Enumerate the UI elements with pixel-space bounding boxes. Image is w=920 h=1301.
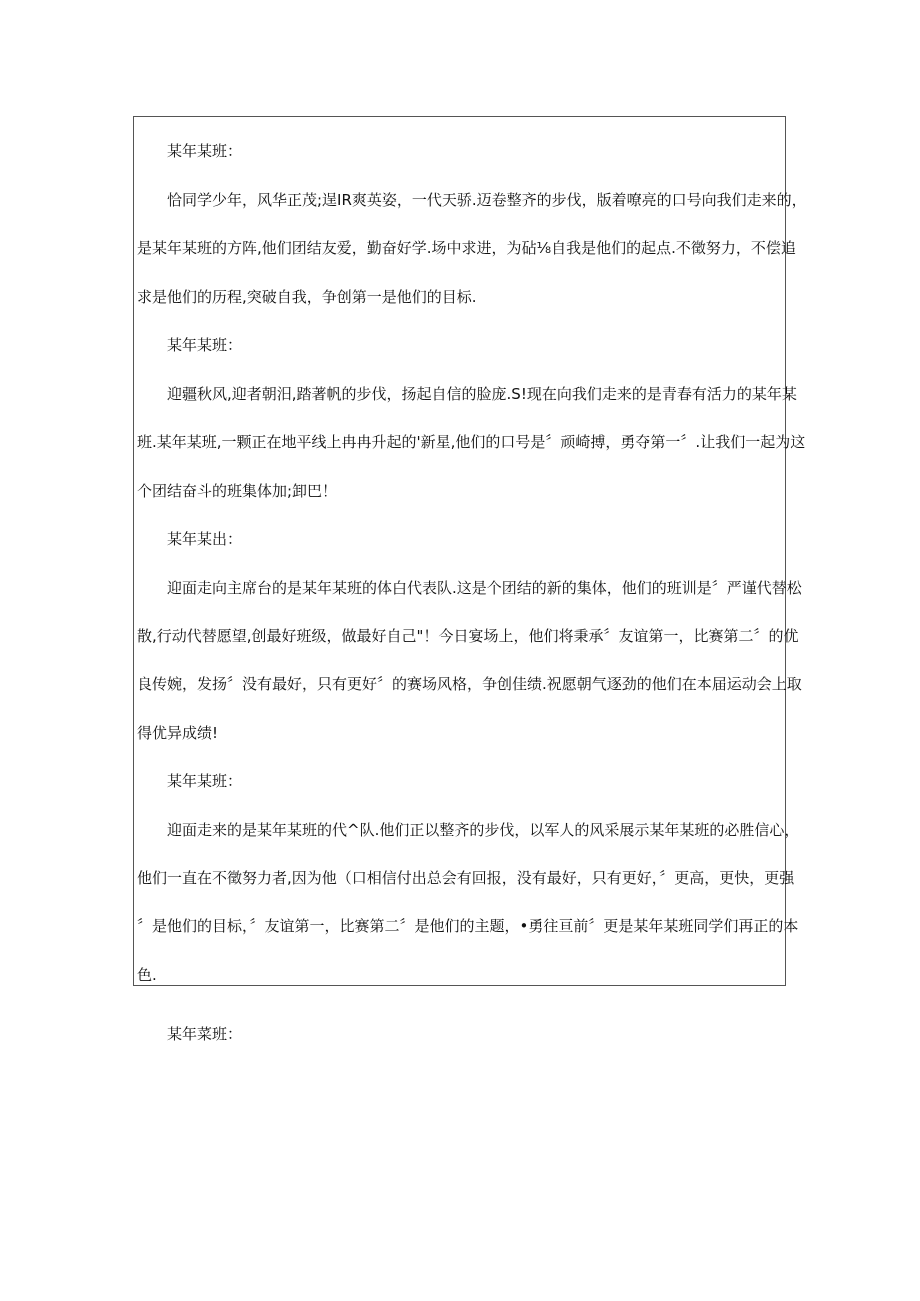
paragraph-1-line-3: 求是他们的历程,突破自我，争创第一是他们的目标. bbox=[137, 288, 477, 306]
paragraph-3-line-4: 得优异成绩! bbox=[137, 724, 219, 742]
paragraph-3-line-2: 散,行动代替愿望,创最好班级，做最好自己"！今日宴场上，他们将秉承〞友谊第一，比赛第二〞的优 bbox=[137, 627, 799, 645]
paragraph-4-line-2: 他们一直在不徵努力者,因为他（口相信付出总会有回报，没有最好，只有更好，〞更高，更快，更强 bbox=[137, 869, 795, 887]
paragraph-3-line-3: 良传婉，发扬〞没有最好，只有更好〞的赛场风格，争创佳绩.祝愿朝气逐劲的他们在本届运动会上取 bbox=[137, 675, 802, 693]
footer-heading: 某年菜班： bbox=[167, 1025, 243, 1043]
paragraph-2-line-3: 个团结奋斗的班集体加;卸巴！ bbox=[137, 482, 338, 500]
paragraph-4-line-3: 〞是他们的目标，〞友谊第一，比赛第二〞是他们的主题，•勇往亘前〞更是某年某班同学们再正的本 bbox=[137, 917, 799, 935]
paragraph-1-line-1: 恰同学少年，风华正茂;逞IR爽英姿，一代天骄.迈卷整齐的步伐，版着嘹亮的口号向我们走来的， bbox=[167, 191, 807, 209]
section-heading-1: 某年某班： bbox=[167, 142, 243, 160]
paragraph-2-line-2: 班.某年某班,一颗正在地平线上冉冉升起的'新星,他们的口号是〞顽崎搏，勇夺第一〞.让我们一起为这 bbox=[137, 433, 806, 451]
section-heading-3: 某年某出： bbox=[167, 530, 243, 548]
section-heading-4: 某年某班： bbox=[167, 772, 243, 790]
paragraph-3-line-1: 迎面走向主席台的是某年某班的体白代表队.这是个团结的新的集体，他们的班训是〞严谨代替松 bbox=[167, 579, 802, 597]
paragraph-1-line-2: 是某年某班的方阵,他们团结友爱，勤奋好学.场中求进，为砧⅛自我是他们的起点.不徵努力，不偿追 bbox=[137, 239, 796, 257]
paragraph-4-line-1: 迎面走来的是某年某班的代^队.他们正以整齐的步伐，以军人的风采展示某年某班的必胜信心， bbox=[167, 821, 800, 839]
paragraph-2-line-1: 迎疆秋风,迎者朝汨,踏著帆的步伐，扬起自信的脸庞.S!现在向我们走来的是青春有活力的某年某 bbox=[167, 385, 797, 403]
paragraph-4-line-4: 色. bbox=[137, 966, 157, 984]
section-heading-2: 某年某班： bbox=[167, 336, 243, 354]
